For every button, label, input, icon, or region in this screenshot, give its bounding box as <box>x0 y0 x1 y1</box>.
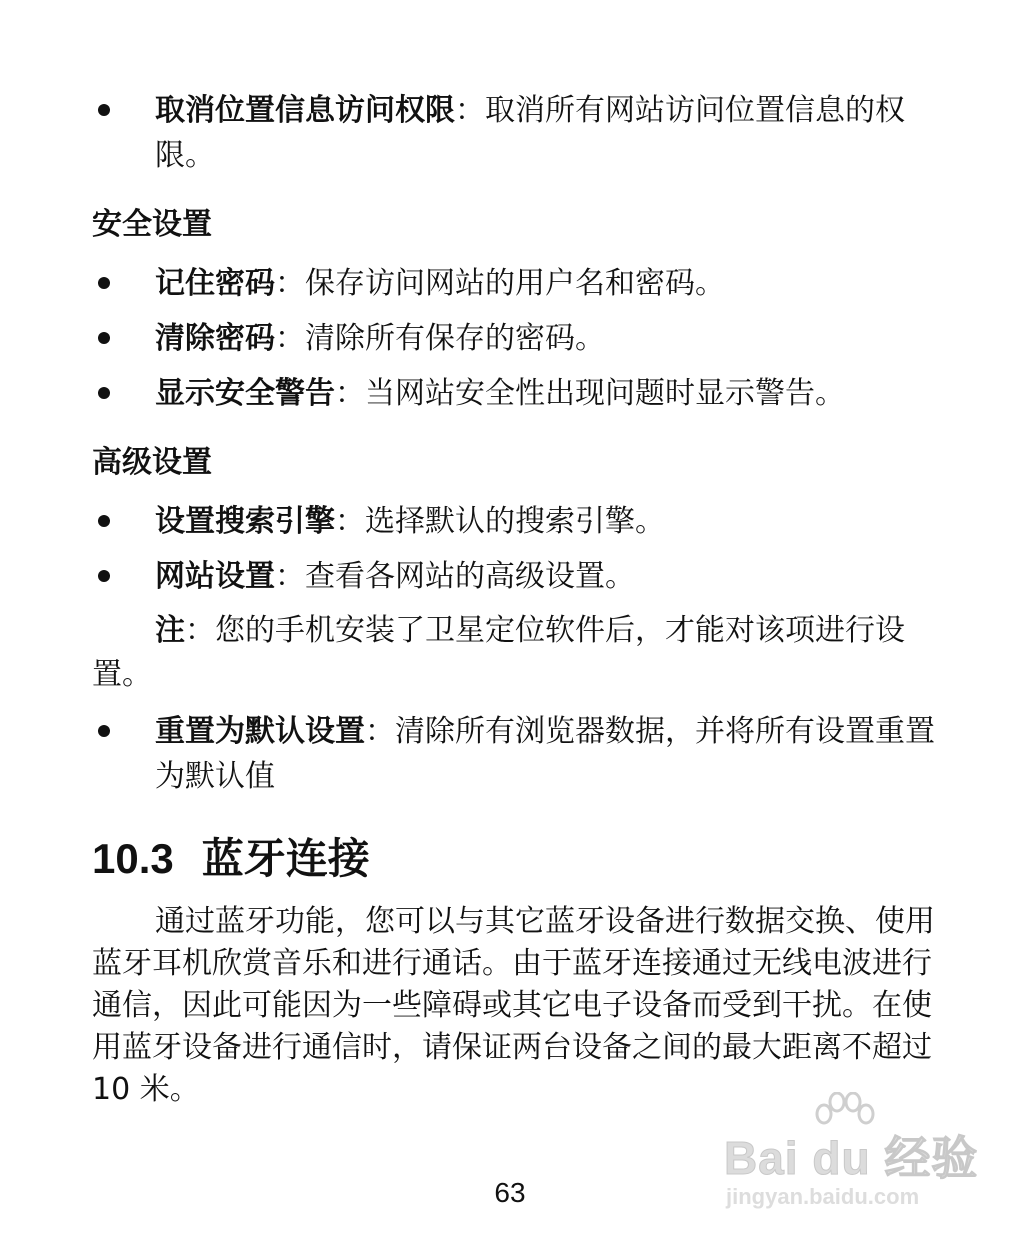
list-item <box>92 709 954 799</box>
bullet-icon <box>98 277 110 289</box>
page-number: 63 <box>494 1177 526 1208</box>
list-item <box>92 371 954 416</box>
list-item <box>92 554 954 599</box>
note-paragraph <box>92 609 954 697</box>
baidu-jingyan-watermark <box>724 1092 979 1212</box>
list-item <box>92 316 954 361</box>
chapter-body-paragraph: 通过蓝牙功能，您可以与其它蓝牙设备进行数据交换、使用蓝牙耳机欣赏音乐和进行通话。由于蓝牙连接通过无线电波进行通信，因此可能因为一些障碍或其它电子设备而受到干扰。在使用蓝牙设备进行通信时，请保证两台设备之间的最大距离不超过 10 米。 <box>92 904 935 1107</box>
bullet-icon <box>98 332 110 344</box>
item-term: 重置为默认设置 <box>155 714 365 749</box>
item-text: ：清除所有浏览器数据，并将所有设置重置为默认值 <box>155 714 935 794</box>
item-term: 网站设置 <box>155 559 275 594</box>
item-term: 清除密码 <box>155 321 275 356</box>
item-text: ：当网站安全性出现问题时显示警告。 <box>335 376 845 411</box>
item-text: ：清除所有保存的密码。 <box>275 321 605 356</box>
item-text: ：查看各网站的高级设置。 <box>275 559 635 594</box>
note-label: 注 <box>155 613 185 648</box>
chapter-number: 10.3 <box>92 835 174 882</box>
bullet-icon <box>98 570 110 582</box>
section-heading-advanced: 高级设置 <box>92 445 212 480</box>
list-item <box>92 261 954 306</box>
list-item <box>92 499 954 544</box>
bullet-icon <box>98 515 110 527</box>
watermark-url: jingyan.baidu.com <box>726 1184 920 1209</box>
section-heading-security: 安全设置 <box>92 207 212 242</box>
item-term: 记住密码 <box>155 266 275 301</box>
chapter-title: 蓝牙连接 <box>201 834 370 883</box>
item-text: ：保存访问网站的用户名和密码。 <box>275 266 725 301</box>
document-page <box>92 88 954 1111</box>
note-text: ：您的手机安装了卫星定位软件后，才能对该项进行设置。 <box>92 613 905 692</box>
item-term: 取消位置信息访问权限 <box>155 93 455 128</box>
bullet-icon <box>98 725 110 737</box>
list-item <box>92 88 954 178</box>
item-text: ：选择默认的搜索引擎。 <box>335 504 665 539</box>
bullet-icon <box>98 104 110 116</box>
item-text: ：取消所有网站访问位置信息的权限。 <box>155 93 905 173</box>
item-term: 设置搜索引擎 <box>155 504 335 539</box>
item-term: 显示安全警告 <box>155 376 335 411</box>
bullet-icon <box>98 387 110 399</box>
chapter-heading <box>92 829 954 889</box>
watermark-brand: Bai du 经验 <box>724 1132 979 1184</box>
